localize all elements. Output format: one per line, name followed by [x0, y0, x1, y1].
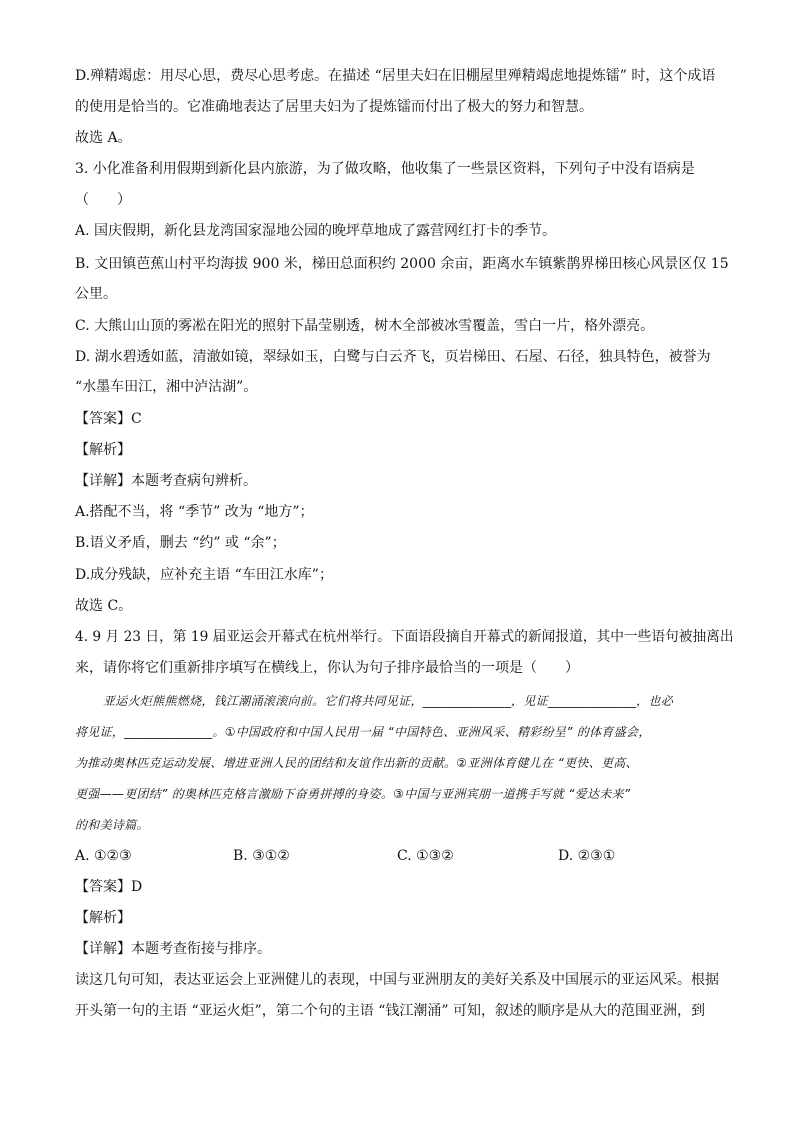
text-line: 故选 A。 [75, 130, 132, 146]
text-line: 的使用是恰当的。它准确地表达了居里夫妇为了提炼镭而付出了极大的努力和智慧。 [75, 99, 593, 115]
text-line: 故选 C。 [75, 598, 133, 614]
analysis-label: 【解析】 [75, 442, 131, 458]
answer-bracket: （ ） [75, 192, 131, 208]
text-line: B.语义矛盾，删去 “约” 或 “余”； [75, 535, 286, 551]
answer-label: 【答案】D [75, 879, 143, 895]
option-b-cont: 公里。 [75, 286, 117, 302]
option-c: C. 大熊山山顶的雾凇在阳光的照射下晶莹剔透，树木全部被冰雪覆盖，雪白一片，格外漂亮。 [75, 318, 655, 334]
detail-label: 【详解】本题考查病句辨析。 [75, 473, 257, 489]
choice-d: D. ②③① [558, 848, 616, 864]
question-4-stem-cont: 来，请你将它们重新排序填写在横线上，你认为句子排序最恰当的一项是（ ） [75, 660, 579, 676]
detail-label: 【详解】本题考查衔接与排序。 [75, 941, 271, 957]
text-line: A.搭配不当，将 “季节” 改为 “地方”； [75, 504, 314, 520]
text-line: 读这几句可知，表达亚运会上亚洲健儿的表现，中国与亚洲朋友的美好关系及中国展示的亚运风采。根据 [75, 972, 719, 988]
option-b: B. 文田镇芭蕉山村平均海拔 900 米，梯田总面积约 2000 余亩，距离水车镇紫鹊界梯田核心风景区仅 15 [75, 256, 729, 272]
passage-line: 的和美诗篇。 [75, 818, 149, 832]
passage-line: 亚运火炬熊熊燃烧，钱江潮涌滚滚向前。它们将共同见证，______________，见证______________，也必 [103, 694, 674, 708]
choice-c: C. ①③② [397, 848, 454, 864]
passage-line: 更强——更团结” 的奥林匹克格言激励下奋勇拼搏的身姿。③中国与亚洲宾朋一道携手写就 “爱达未来” [75, 787, 631, 801]
text-line: D.成分残缺，应补充主语 “车田江水库”； [75, 567, 333, 583]
text-line: 开头第一句的主语 “亚运火炬”，第二个句的主语 “钱江潮涌” 可知，叙述的顺序是从大的范围亚洲，到 [75, 1003, 705, 1019]
choice-a: A. ①②③ [75, 848, 132, 864]
choice-b: B. ③①② [233, 848, 290, 864]
option-d-cont: “水墨车田江，湘中泸沽湖”。 [75, 379, 258, 395]
analysis-label: 【解析】 [75, 910, 131, 926]
answer-label: 【答案】C [75, 411, 142, 427]
passage-line: 为推动奥林匹克运动发展、增进亚洲人民的团结和友谊作出新的贡献。②亚洲体育健儿在 “更快、更高、 [75, 756, 638, 770]
option-a: A. 国庆假期，新化县龙湾国家湿地公园的晚坪草地成了露营网红打卡的季节。 [75, 223, 557, 239]
text-line: D.殚精竭虑：用尽心思，费尽心思考虑。在描述 “居里夫妇在旧棚屋里殚精竭虑地提炼镭” 时，这个成语 [75, 68, 716, 84]
option-d: D. 湖水碧透如蓝，清澈如镜，翠绿如玉，白鹭与白云齐飞，页岩梯田、石屋、石径，独具特色，被誉为 [75, 349, 711, 365]
passage-line: 将见证，______________。①中国政府和中国人民用一届 “中国特色、亚洲风采、精彩纷呈” 的体育盛会， [75, 725, 651, 739]
question-3-stem: 3. 小化准备利用假期到新化县内旅游，为了做攻略，他收集了一些景区资料，下列句子中没有语病是 [75, 161, 695, 177]
question-4-stem: 4. 9 月 23 日，第 19 届亚运会开幕式在杭州举行。下面语段摘自开幕式的新闻报道，其中一些语句被抽离出 [75, 629, 734, 645]
